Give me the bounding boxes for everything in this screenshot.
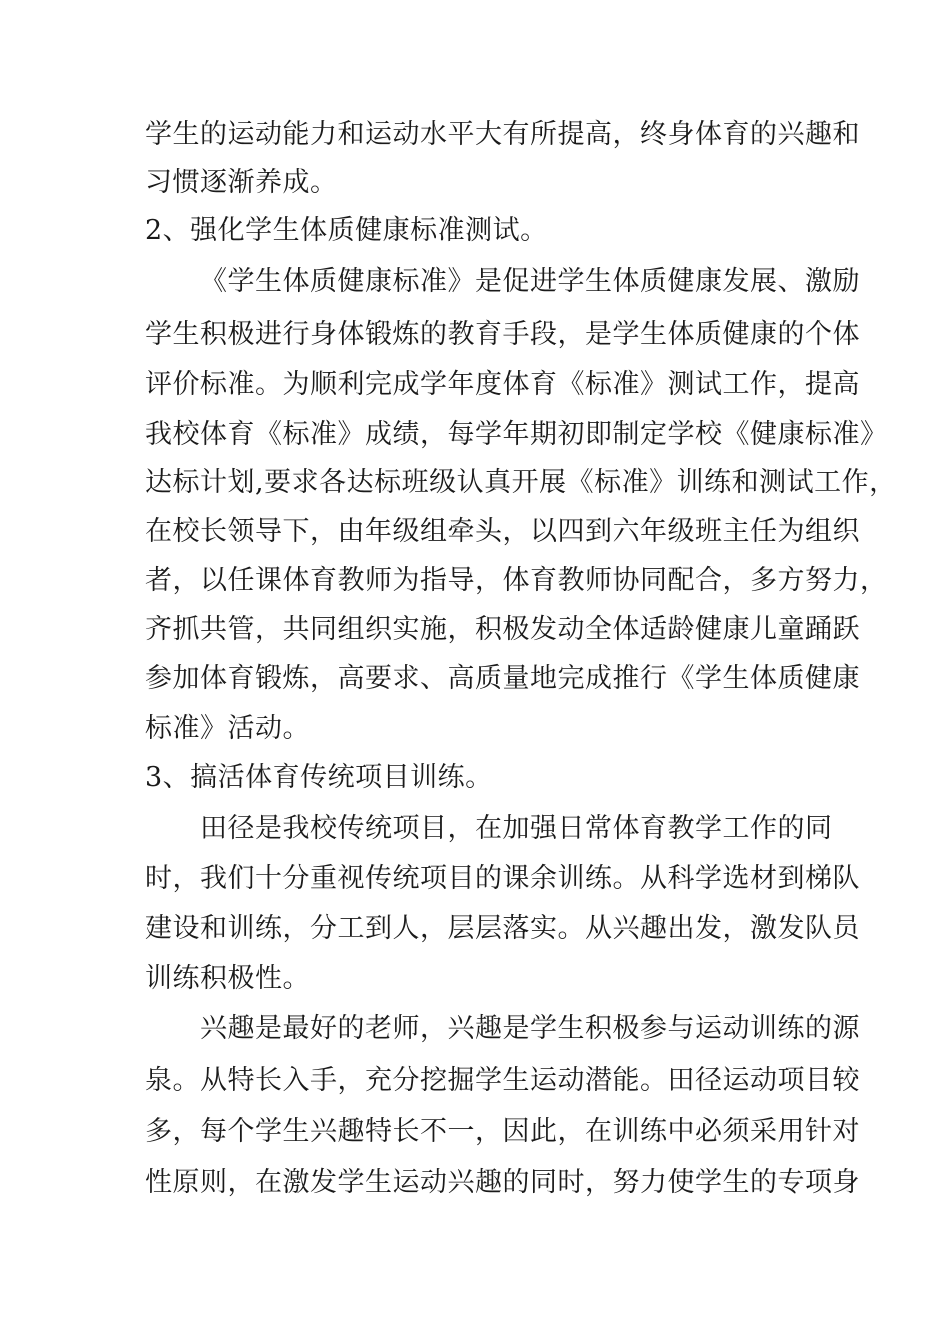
- text-line-15: 田径是我校传统项目，在加强日常体育教学工作的同: [200, 813, 833, 844]
- text-line-10: 者，以任课体育教师为指导，体育教师协同配合，多方努力，: [145, 565, 888, 596]
- text-line-11: 齐抓共管，共同组织实施，积极发动全体适龄健康儿童踊跃: [145, 614, 860, 645]
- text-line-6: 评价标准。为顺利完成学年度体育《标准》测试工作，提高: [145, 369, 860, 400]
- text-line-8: 达标计划,要求各达标班级认真开展《标准》训练和测试工作，: [145, 467, 897, 498]
- text-line-5: 学生积极进行身体锻炼的教育手段，是学生体质健康的个体: [145, 319, 860, 350]
- text-line-17: 建设和训练，分工到人，层层落实。从兴趣出发，激发队员: [145, 913, 860, 944]
- text-line-16: 时，我们十分重视传统项目的课余训练。从科学选材到梯队: [145, 863, 860, 894]
- text-line-12: 参加体育锻炼，高要求、高质量地完成推行《学生体质健康: [145, 663, 860, 694]
- text-line-18: 训练积极性。: [145, 963, 310, 994]
- text-line-22: 性原则，在激发学生运动兴趣的同时，努力使学生的专项身: [145, 1167, 860, 1198]
- text-line-1: 学生的运动能力和运动水平大有所提高，终身体育的兴趣和: [145, 119, 860, 150]
- text-line-7: 我校体育《标准》成绩，每学年期初即制定学校《健康标准》: [145, 419, 888, 450]
- text-line-21: 多，每个学生兴趣特长不一，因此，在训练中必须采用针对: [145, 1116, 860, 1147]
- heading-2: 2、强化学生体质健康标准测试。: [145, 215, 548, 246]
- text-line-2: 习惯逐渐养成。: [145, 167, 338, 198]
- text-line-19: 兴趣是最好的老师，兴趣是学生积极参与运动训练的源: [200, 1013, 860, 1044]
- text-line-13: 标准》活动。: [145, 713, 310, 744]
- text-line-9: 在校长领导下，由年级组牵头，以四到六年级班主任为组织: [145, 516, 860, 547]
- text-line-20: 泉。从特长入手，充分挖掘学生运动潜能。田径运动项目较: [145, 1065, 860, 1096]
- text-line-4: 《学生体质健康标准》是促进学生体质健康发展、激励: [200, 266, 860, 297]
- heading-3: 3、搞活体育传统项目训练。: [145, 762, 493, 793]
